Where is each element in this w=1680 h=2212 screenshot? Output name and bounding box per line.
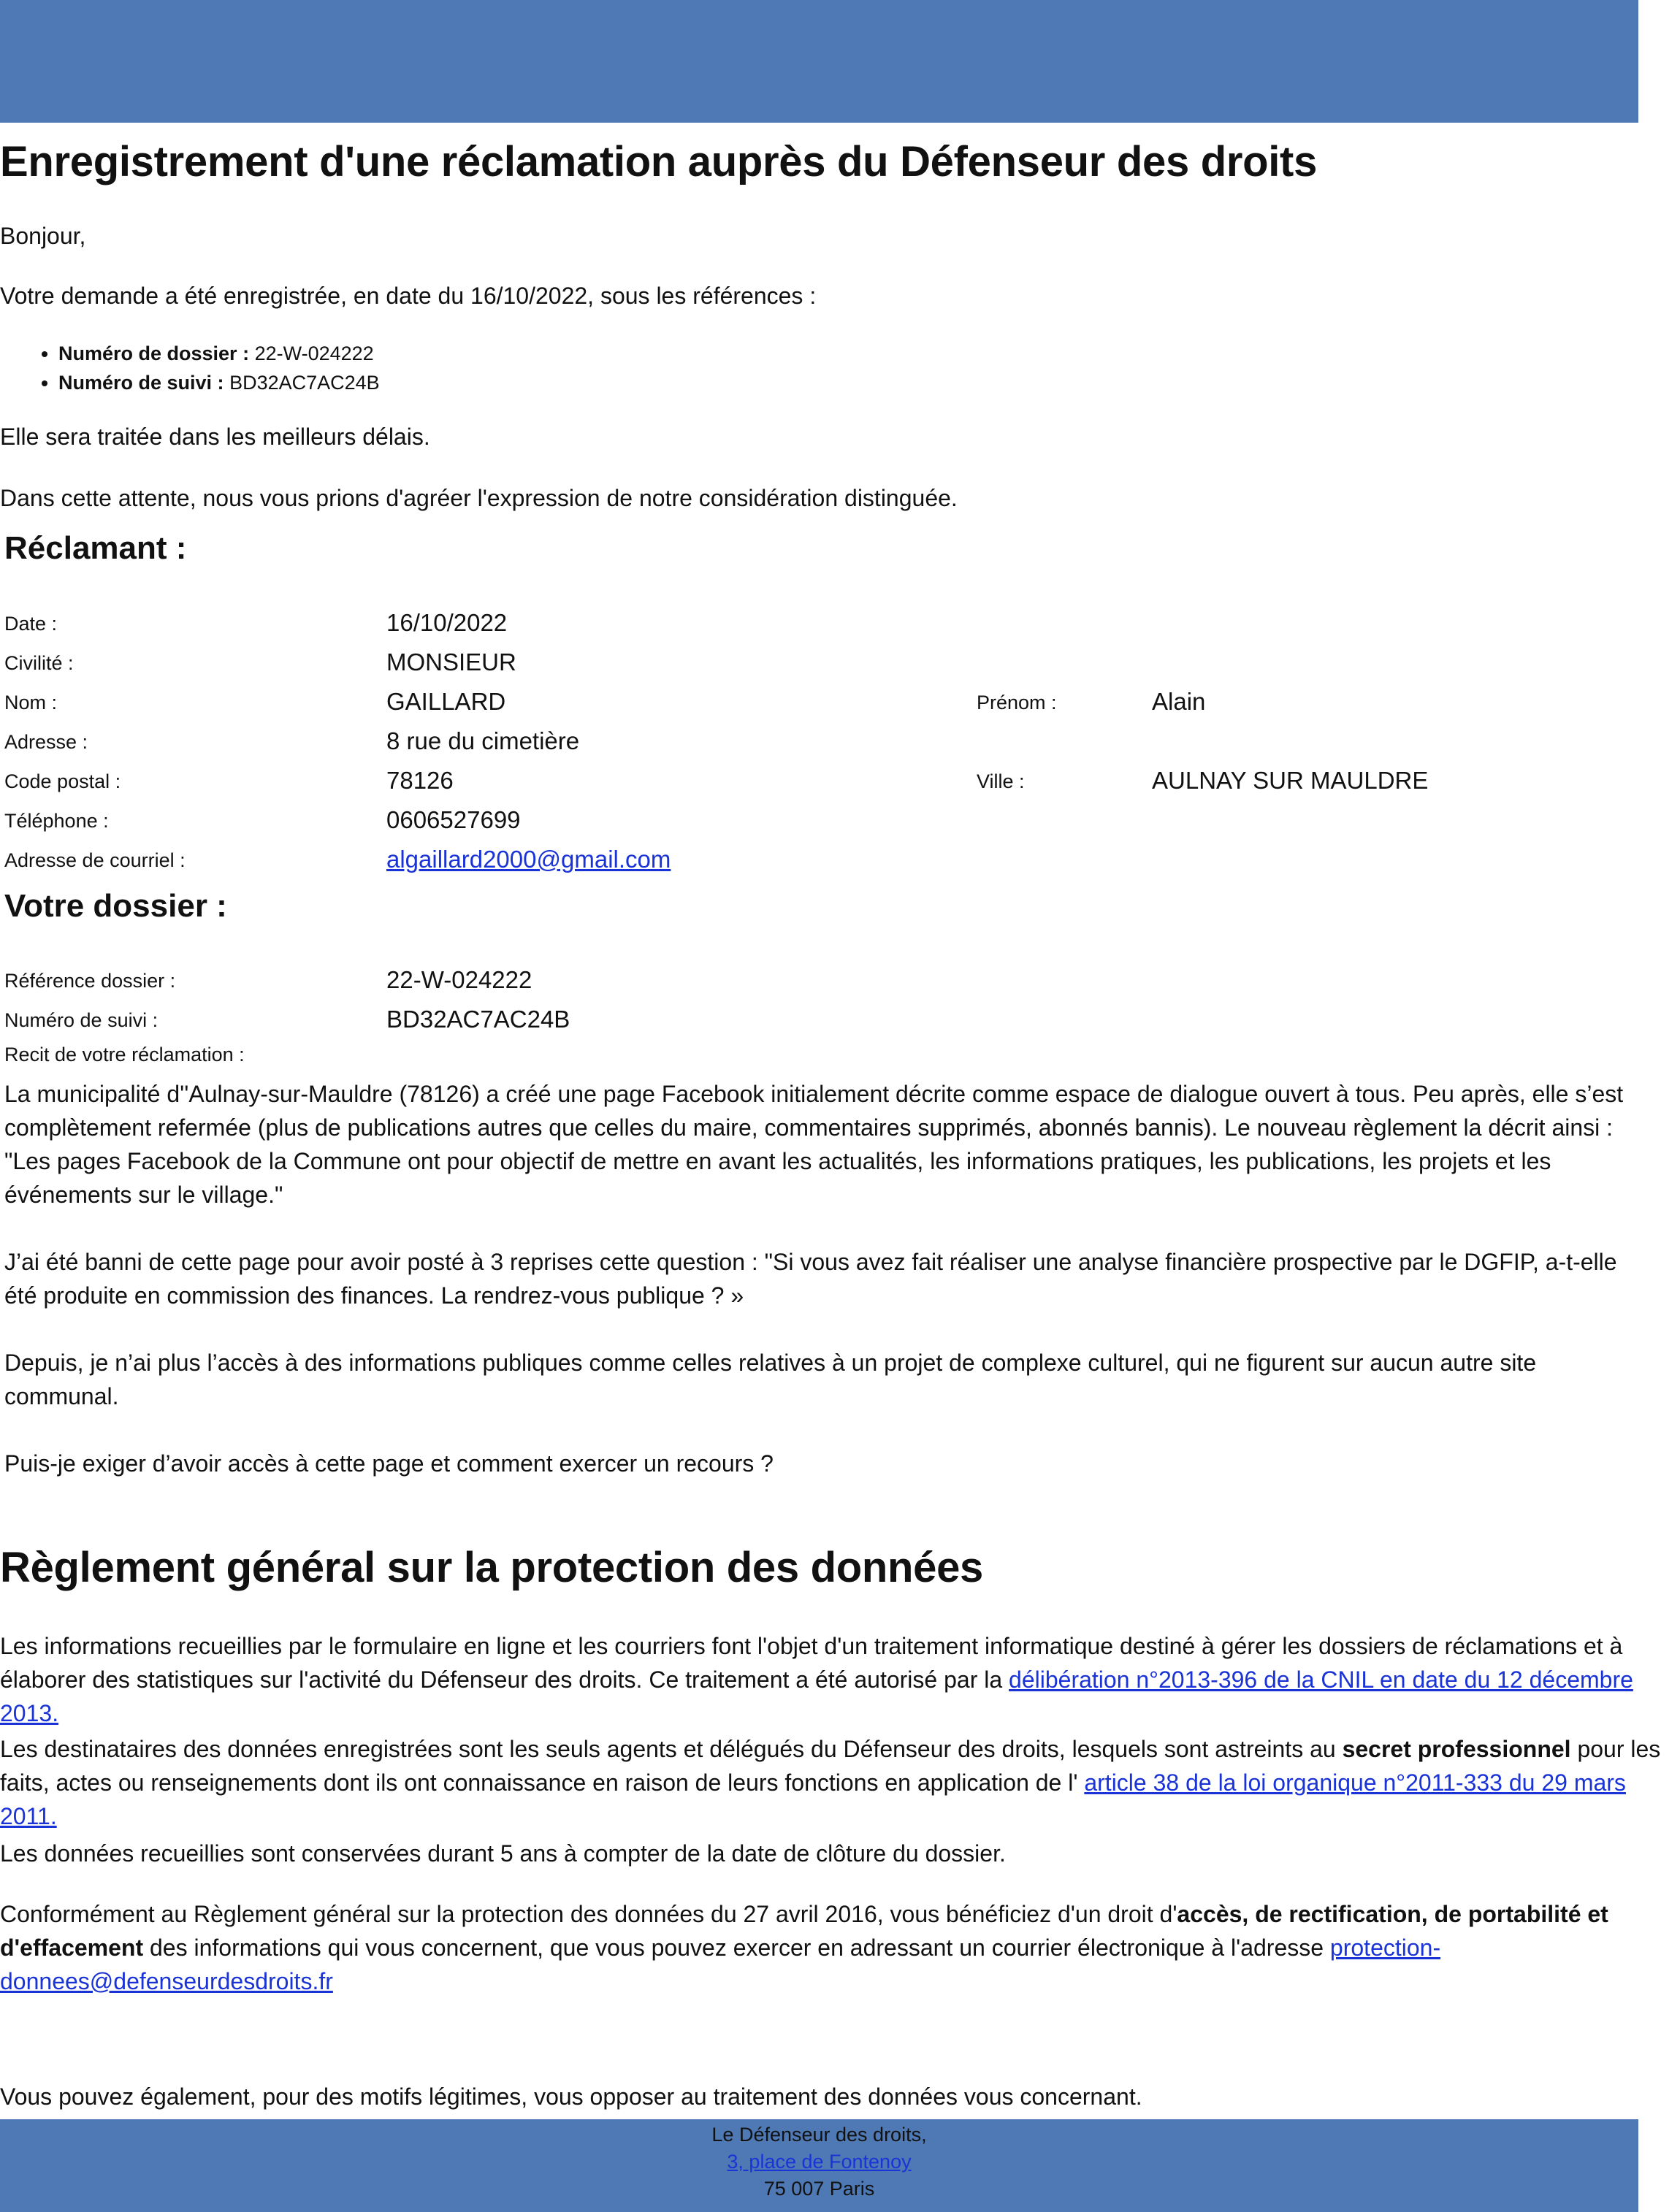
rgpd-p4-text-1: Conformément au Règlement général sur la protection des données du 27 avril 2016, vous bénéficiez d'un droit d' [0, 1901, 1177, 1927]
rgpd-p4-bold: accès, de rectification, de portabilité et d'effacement [0, 1901, 1608, 1961]
tracking-number-value: BD32AC7AC24B [229, 372, 380, 394]
footer-line-3: 75 007 Paris [763, 2178, 875, 2200]
reference-dossier-value: 22-W-024222 [386, 966, 532, 993]
greeting: Bonjour, [0, 223, 86, 249]
dossier-number-value: 22-W-024222 [254, 342, 374, 364]
prenom-value: Alain [1152, 688, 1206, 715]
intro-text: Votre demande a été enregistrée, en date du 16/10/2022, sous les références : [0, 283, 817, 309]
rgpd-p1-text: Les informations recueillies par le formulaire en ligne et les courriers font l'objet d'un traitement informatique destiné à gérer les dossiers de réclamations et à élaborer des statistiques sur l'activité du Défenseur des droits. Ce traitement a été autorisé par la [0, 1633, 1623, 1693]
prenom-label: Prénom : [977, 692, 1057, 713]
numero-suivi-label: Numéro de suivi : [4, 1009, 159, 1031]
telephone-value: 0606527699 [386, 806, 521, 833]
list-item [58, 368, 380, 397]
date-label: Date : [4, 613, 58, 635]
rgpd-paragraph-4 [0, 1897, 1680, 1998]
rgpd-p2-text-1: Les destinataires des données enregistrées sont les seuls agents et délégués du Défenseur des droits, lesquels sont astreints au [0, 1736, 1343, 1762]
loi-organique-link[interactable]: article 38 de la loi organique n°2011-333 du 29 mars 2011. [0, 1769, 1626, 1829]
reclamant-heading: Réclamant : [4, 530, 187, 566]
rgpd-paragraph-2 [0, 1732, 1680, 1833]
nom-label: Nom : [4, 692, 58, 713]
processing-text: Elle sera traitée dans les meilleurs délais. [0, 424, 430, 450]
code-postal-label: Code postal : [4, 770, 121, 792]
closing-text: Dans cette attente, nous vous prions d'agréer l'expression de notre considération distinguée. [0, 485, 958, 511]
rgpd-p2-bold: secret professionnel [1342, 1736, 1571, 1762]
email-link[interactable]: algaillard2000@gmail.com [386, 846, 671, 873]
footer-line-1: Le Défenseur des droits, [711, 2124, 927, 2146]
adresse-label: Adresse : [4, 731, 88, 753]
reference-list [0, 339, 380, 397]
tracking-number-label: Numéro de suivi : [58, 372, 224, 394]
date-value: 16/10/2022 [386, 609, 508, 636]
ville-value: AULNAY SUR MAULDRE [1152, 767, 1429, 794]
recit-label: Recit de votre réclamation : [4, 1044, 245, 1065]
recit-text: La municipalité d''Aulnay-sur-Mauldre (78126) a créé une page Facebook initialement décrite comme espace de dialogue ouvert à tous. Peu après, elle s’est complètement refermée (plus de publications autres que celles du maire, commentaires supprimés, abonnés bannis). Le nouveau règlement la décrit ainsi : "Les pages Facebook de la Commune ont pour objectif de mettre en avant les actualités, les informations pratiques, les publications, les projets et les événements sur le village." J’ai été banni de cette page pour avoir posté à 3 reprises cette question : "Si vous avez fait réaliser une analyse financière prospective par le DGFIP, a-t-elle été produite en commission des finances. La rendrez-vous publique ? » Depuis, je n’ai plus l’accès à des informations publiques comme celles relatives à un projet de complexe culturel, qui ne figurent sur aucun autre site communal. Puis-je exiger d’avoir accès à cette page et comment exercer un recours ? [4, 1081, 1624, 1477]
code-postal-value: 78126 [386, 767, 454, 794]
cnil-deliberation-link[interactable]: délibération n°2013-396 de la CNIL en date du 12 décembre 2013. [0, 1666, 1633, 1726]
nom-value: GAILLARD [386, 688, 506, 715]
numero-suivi-value: BD32AC7AC24B [386, 1006, 570, 1033]
footer [0, 2119, 1638, 2212]
footer-address-link[interactable]: 3, place de Fontenoy [727, 2151, 912, 2173]
header-band [0, 0, 1638, 123]
email-label: Adresse de courriel : [4, 849, 186, 871]
civilite-value: MONSIEUR [386, 648, 516, 676]
reference-dossier-label: Référence dossier : [4, 970, 176, 992]
list-item [58, 339, 380, 368]
civilite-label: Civilité : [4, 652, 74, 674]
rgpd-paragraph-5: Vous pouvez également, pour des motifs légitimes, vous opposer au traitement des données vous concernant. [0, 2083, 1142, 2110]
telephone-label: Téléphone : [4, 810, 109, 832]
rgpd-paragraph-3: Les données recueillies sont conservées durant 5 ans à compter de la date de clôture du dossier. [0, 1840, 1006, 1867]
ville-label: Ville : [977, 770, 1025, 792]
rgpd-p4-text-2: des informations qui vous concernent, que vous pouvez exercer en adressant un courrier électronique à l'adresse [143, 1934, 1330, 1961]
rgpd-heading: Règlement général sur la protection des données [0, 1544, 984, 1591]
dossier-number-label: Numéro de dossier : [58, 342, 250, 364]
rgpd-p2-text-2: pour les faits, actes ou renseignements dont ils ont connaissance en raison de leurs fonctions en application de l' [0, 1736, 1661, 1796]
adresse-value: 8 rue du cimetière [386, 727, 580, 754]
dossier-heading: Votre dossier : [4, 888, 227, 924]
page-title: Enregistrement d'une réclamation auprès du Défenseur des droits [0, 138, 1318, 185]
rgpd-paragraph-1 [0, 1629, 1680, 1730]
protection-donnees-email-link[interactable]: protection-donnees@defenseurdesdroits.fr [0, 1934, 1441, 1994]
